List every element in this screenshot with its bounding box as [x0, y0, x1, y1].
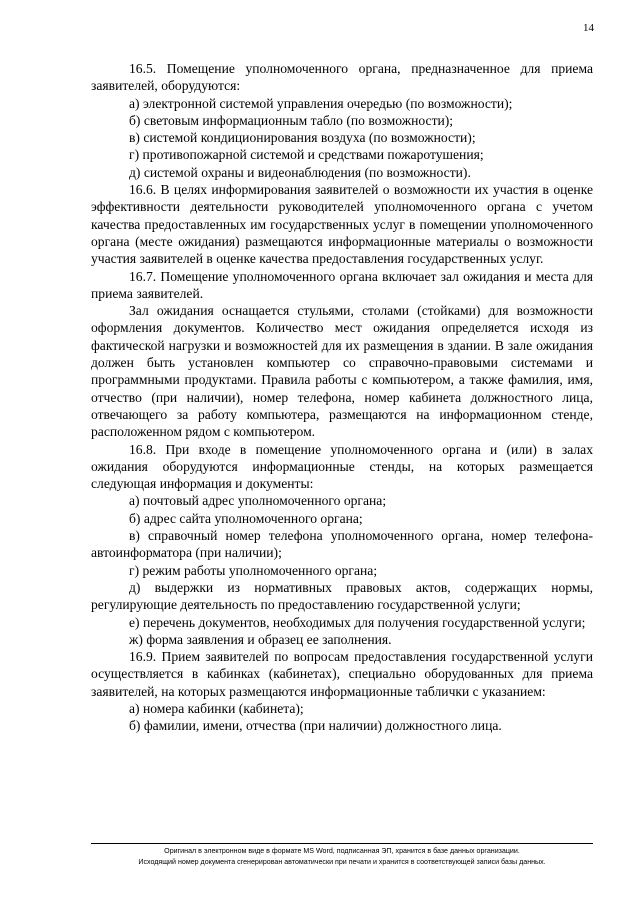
list-item-v-phone: в) справочный номер телефона уполномоченного органа, номер телефона-автоинформатора (при наличии);	[91, 528, 593, 561]
list-item-zh-form: ж) форма заявления и образец ее заполнения.	[129, 631, 392, 647]
footer-line-number: Исходящий номер документа сгенерирован автоматически при печати и хранится в соответствующей записи базы данных.	[138, 858, 546, 866]
list-item-d-extracts: д) выдержки из нормативных правовых актов, содержащих нормы, регулирующие деятельность по предоставлению государственной услуги;	[91, 579, 593, 613]
list-item-b-official-name: б) фамилии, имени, отчества (при наличии) должностного лица.	[129, 718, 502, 734]
list-item-g: г) противопожарной системой и средствами пожаротушения;	[129, 147, 484, 163]
list-item-a-cabin-number: а) номера кабинки (кабинета);	[129, 700, 304, 716]
document-body	[91, 60, 593, 735]
paragraph-16-6: 16.6. В целях информирования заявителей о возможности их участия в оценке эффективности деятельности руководителей уполномоченного органа с учетом качества предоставленных им государственных услуг в помещении уполномоченного органа (месте ожидания) размещаются информационные материалы о возможности участия заявителей в оценке качества предоставления государственных услуг.	[91, 182, 593, 267]
paragraph-16-9: 16.9. Прием заявителей по вопросам предоставления государственной услуги осуществляется в кабинках (кабинетах), специально оборудованных для приема заявителей, на которых размещаются информационные таблички с указанием:	[91, 649, 593, 699]
list-item-a: а) электронной системой управления очередью (по возможности);	[129, 95, 513, 111]
list-item-b: б) световым информационным табло (по возможности);	[129, 112, 454, 128]
page-number: 14	[583, 22, 594, 34]
list-item-e-documents: е) перечень документов, необходимых для получения государственной услуги;	[129, 614, 586, 630]
list-item-a-postal-address: а) почтовый адрес уполномоченного органа;	[129, 493, 387, 509]
footer-line-original: Оригинал в электронном виде в формате MS Word, подписанная ЭП, хранится в базе данных организации.	[164, 847, 520, 855]
list-item-v: в) системой кондиционирования воздуха (по возможности);	[129, 130, 476, 146]
footer	[91, 846, 593, 868]
list-item-g-schedule: г) режим работы уполномоченного органа;	[129, 562, 378, 578]
list-item-b-website: б) адрес сайта уполномоченного органа;	[129, 510, 363, 526]
paragraph-16-7: 16.7. Помещение уполномоченного органа включает зал ожидания и места для приема заявителей.	[91, 268, 593, 301]
list-item-d: д) системой охраны и видеонаблюдения (по возможности).	[129, 164, 471, 180]
paragraph-16-8: 16.8. При входе в помещение уполномоченного органа и (или) в залах ожидания оборудуются информационные стенды, на которых размещается следующая информация и документы:	[91, 441, 593, 492]
footer-divider	[91, 843, 593, 844]
paragraph-waiting-hall: Зал ожидания оснащается стульями, столами (стойками) для возможности оформления документов. Количество мест ожидания определяется исходя из фактической нагрузки и возможностей для их размещения в здании. В зале ожидания должен быть установлен компьютер со справочно-правовыми системами и программными продуктами. Правила работы с компьютером, а также фамилия, имя, отчество (при наличии), номер телефона, номер кабинета должностного лица, отвечающего за работу компьютера, размещаются на информационном стенде, расположенном рядом с компьютером.	[91, 303, 593, 440]
paragraph-16-5: 16.5. Помещение уполномоченного органа, предназначенное для приема заявителей, оборудуются:	[91, 61, 593, 94]
